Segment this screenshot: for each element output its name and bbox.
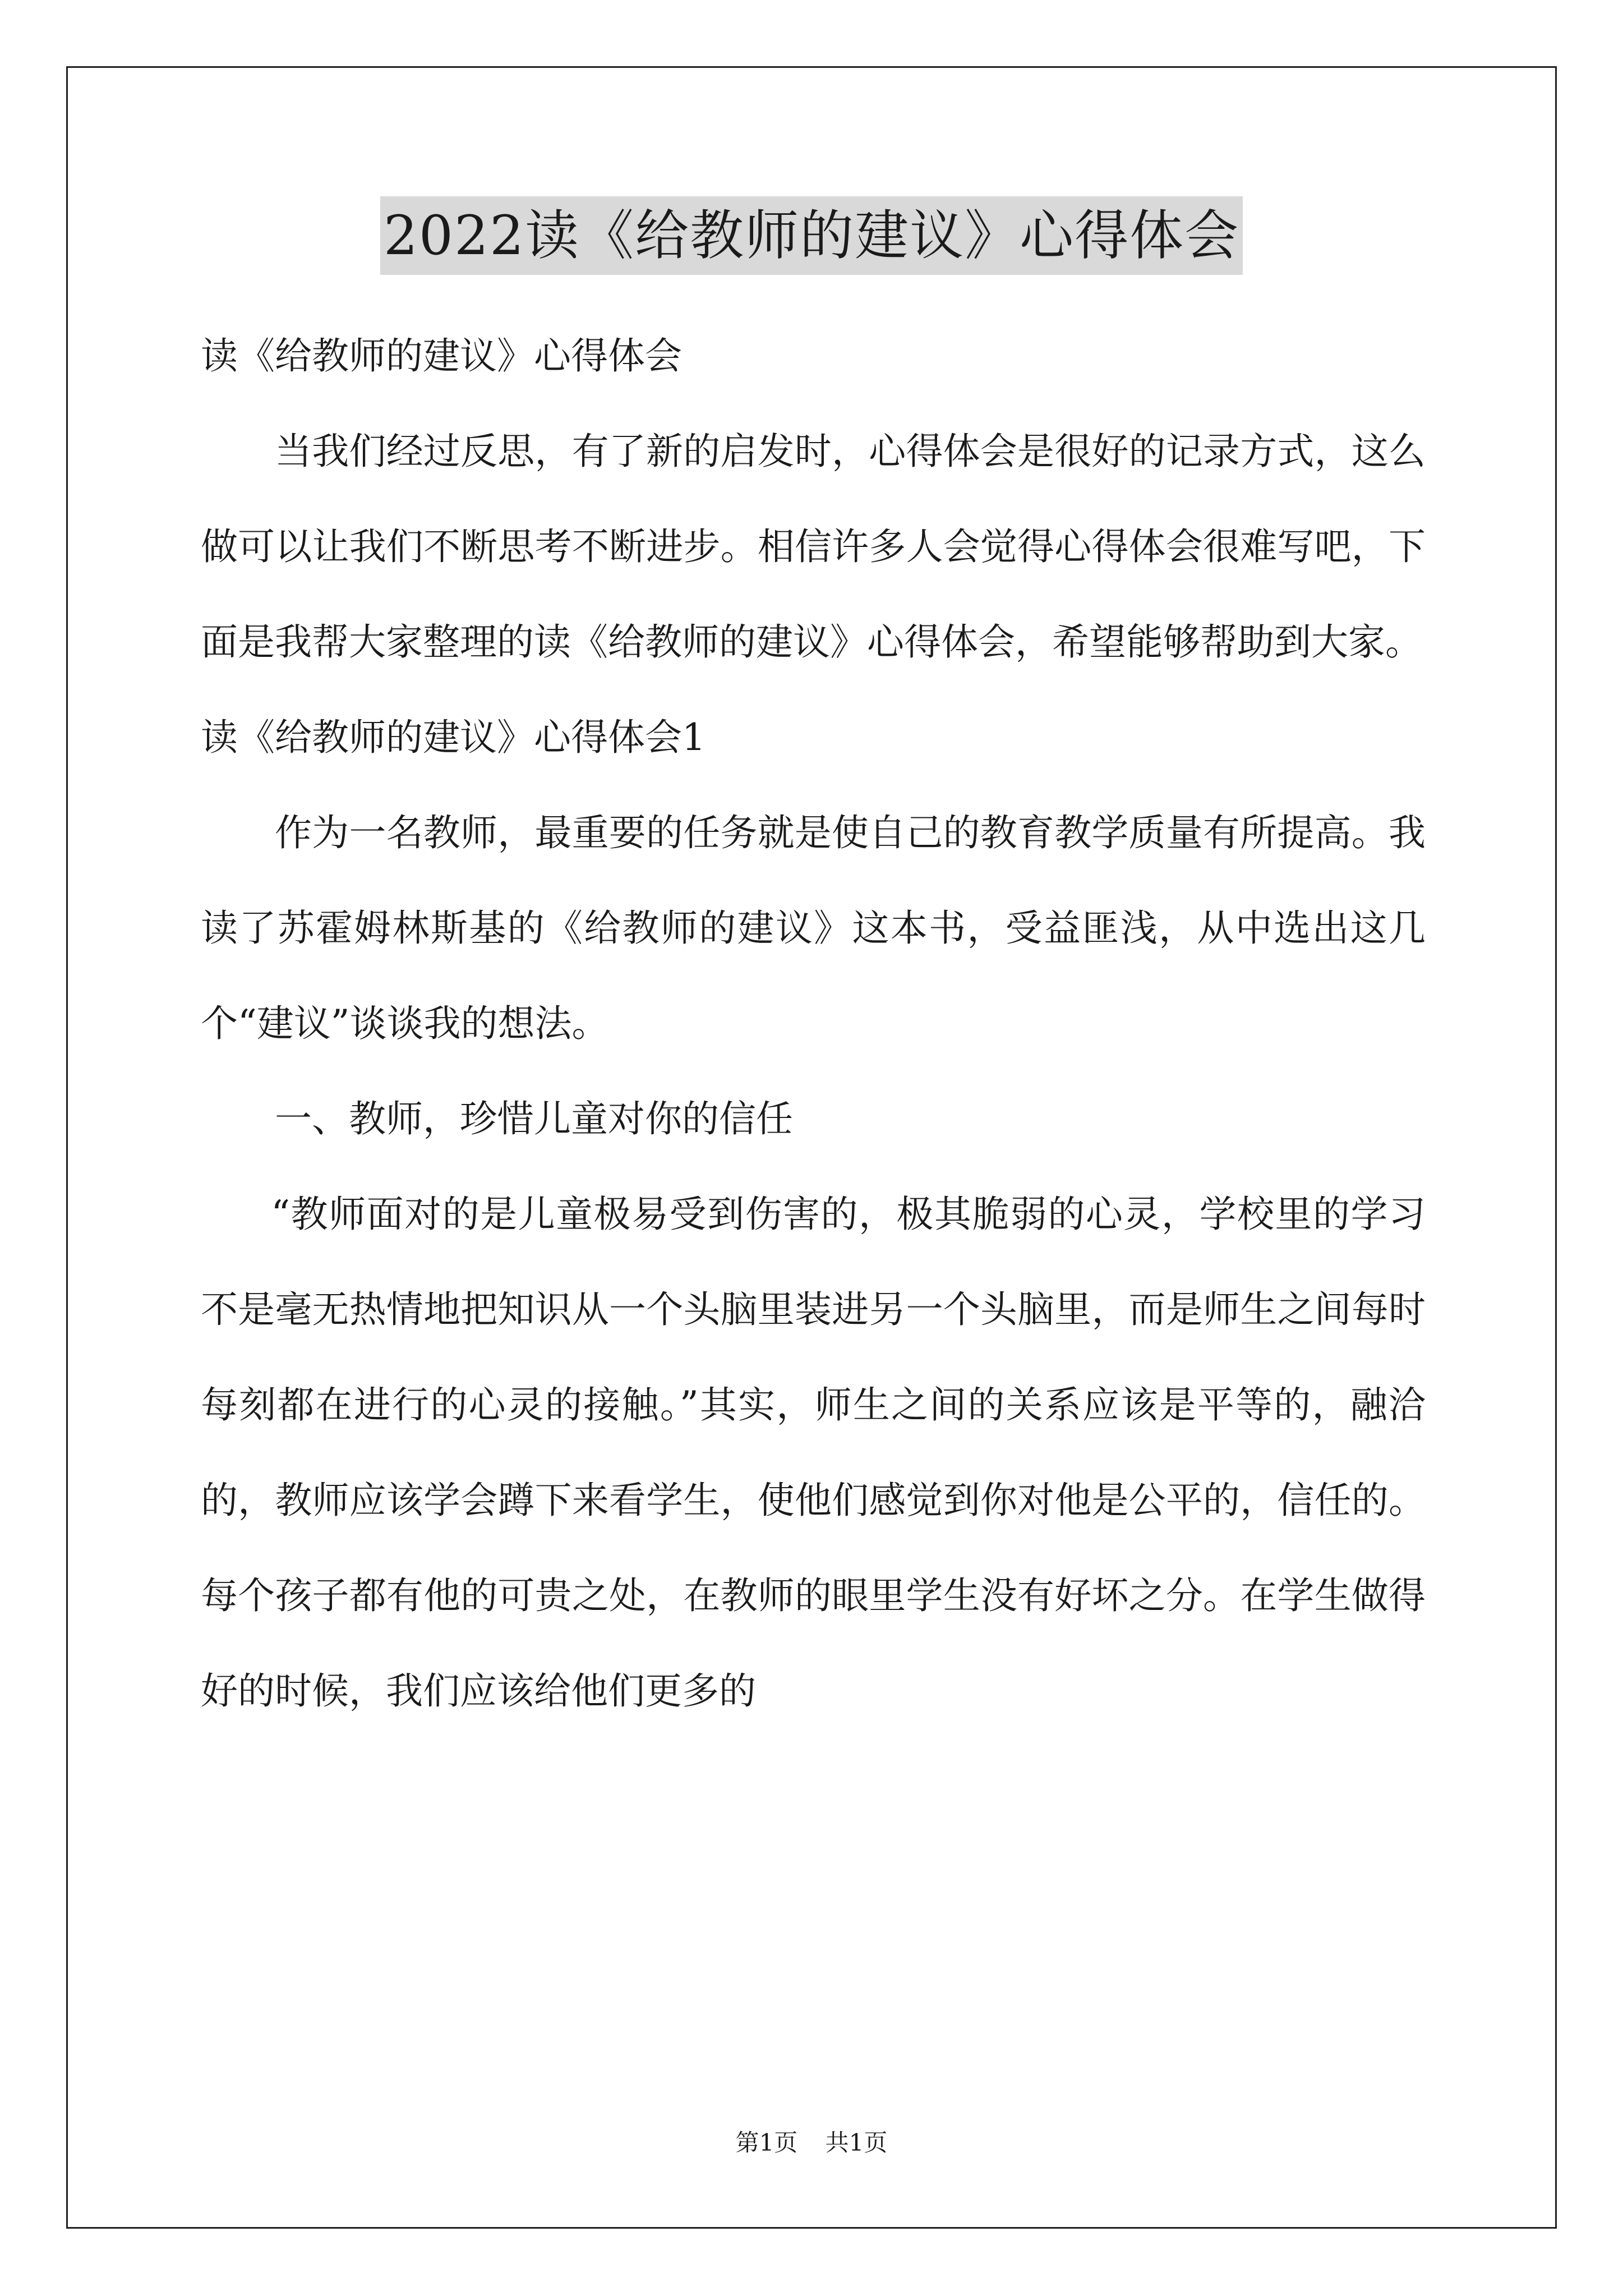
body-paragraph-1: 作为一名教师，最重要的任务就是使自己的教育教学质量有所提高。我读了苏霍姆林斯基的《给教师的建议》这本书，受益匪浅，从中选出这几个“建议”谈谈我的想法。 bbox=[201, 811, 1426, 1045]
page-number: 第1页 bbox=[735, 2129, 798, 2156]
point-heading-1: 一、教师，珍惜儿童对你的信任 bbox=[275, 1097, 793, 1140]
document-body bbox=[201, 309, 1426, 1739]
page-footer bbox=[0, 2126, 1623, 2160]
title-container bbox=[0, 196, 1623, 275]
intro-paragraph: 当我们经过反思，有了新的启发时，心得体会是很好的记录方式，这么做可以让我们不断思考不断进步。相信许多人会觉得心得体会很难写吧，下面是我帮大家整理的读《给教师的建议》心得体会，希望能够帮助到大家。 bbox=[201, 430, 1426, 664]
body-paragraph-2: “教师面对的是儿童极易受到伤害的，极其脆弱的心灵，学校里的学习不是毫无热情地把知识从一个头脑里装进另一个头脑里，而是师生之间每时每刻都在进行的心灵的接触。”其实，师生之间的关系应该是平等的，融洽的，教师应该学会蹲下来看学生，使他们感觉到你对他是公平的，信任的。每个孩子都有他的可贵之处，在教师的眼里学生没有好坏之分。在学生做得好的时候，我们应该给他们更多的 bbox=[201, 1193, 1426, 1713]
section-heading: 读《给教师的建议》心得体会1 bbox=[201, 716, 706, 759]
page-total: 共1页 bbox=[825, 2129, 888, 2156]
document-title: 2022读《给教师的建议》心得体会 bbox=[380, 196, 1243, 275]
document-subtitle: 读《给教师的建议》心得体会 bbox=[201, 334, 682, 378]
